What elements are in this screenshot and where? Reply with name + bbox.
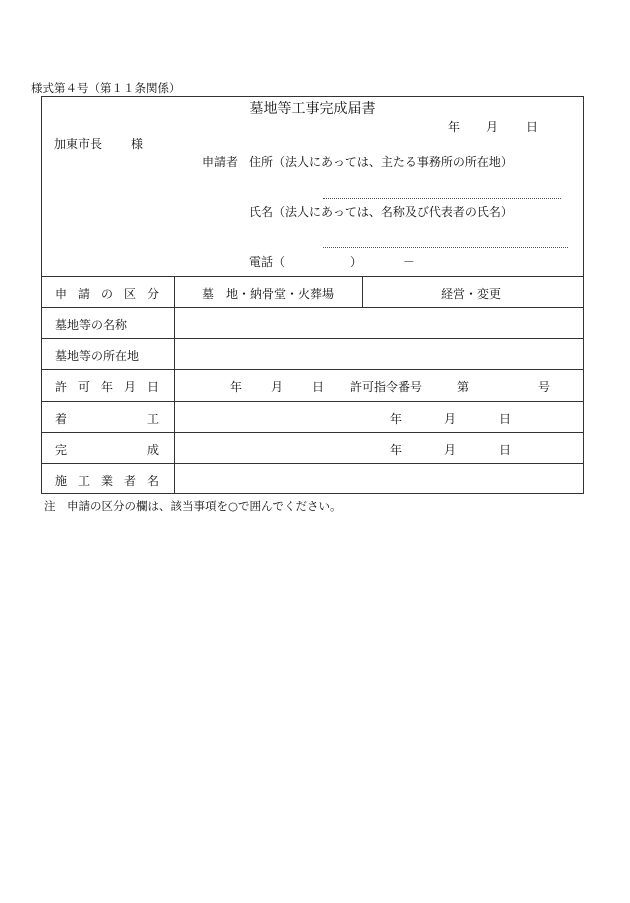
permit-number-prefix: 第	[457, 380, 470, 394]
phone-close-paren: ）	[350, 255, 363, 269]
category-option-type[interactable]: 経営・変更	[441, 287, 502, 301]
divider	[42, 432, 583, 433]
start-year: 年	[390, 412, 403, 426]
form-reference: 様式第４号（第１１条関係）	[31, 81, 181, 95]
footnote: 注 申請の区分の欄は、該当事項を○で囲んでください。	[44, 499, 342, 513]
completion-day: 日	[499, 443, 512, 457]
divider	[42, 369, 583, 370]
contractor-name-label: 施 工 業 者 名	[55, 474, 159, 488]
phone-label: 電話（	[249, 255, 286, 269]
divider	[42, 276, 583, 277]
honorific: 様	[131, 137, 144, 151]
applicant-label: 申請者	[202, 155, 239, 169]
name-label: 氏名（法人にあっては、名称及び代表者の氏名）	[249, 205, 513, 219]
address-label: 住所（法人にあっては、主たる事務所の所在地）	[249, 155, 513, 169]
start-month: 月	[444, 412, 457, 426]
address-input-line[interactable]	[323, 198, 561, 199]
permit-year: 年	[230, 380, 243, 394]
divider	[42, 401, 583, 402]
completion-notice-form	[41, 96, 584, 494]
construction-start-label: 着 工	[55, 412, 159, 426]
category-label: 申 請 の 区 分	[55, 287, 159, 301]
facility-location-field[interactable]	[175, 339, 583, 369]
permit-date-label: 許 可 年 月 日	[55, 380, 159, 394]
completion-label: 完 成	[55, 443, 159, 457]
date-day: 日	[526, 120, 539, 134]
category-option-facility[interactable]: 墓 地・納骨堂・火葬場	[202, 287, 335, 301]
permit-day: 日	[312, 380, 325, 394]
name-input-line[interactable]	[323, 247, 568, 248]
permit-number-label: 許可指令番号	[350, 380, 423, 394]
completion-year: 年	[390, 443, 403, 457]
permit-month: 月	[271, 380, 284, 394]
permit-number-suffix: 号	[538, 380, 551, 394]
phone-dash: －	[403, 255, 416, 269]
facility-name-label: 墓地等の名称	[55, 318, 128, 332]
contractor-name-field[interactable]	[175, 464, 583, 493]
date-month: 月	[486, 120, 499, 134]
facility-name-field[interactable]	[175, 308, 583, 338]
form-title: 墓地等工事完成届書	[249, 101, 376, 117]
addressee: 加東市長	[54, 137, 103, 151]
date-year: 年	[448, 120, 461, 134]
category-option-divider	[362, 276, 363, 307]
start-day: 日	[499, 412, 512, 426]
facility-location-label: 墓地等の所在地	[55, 349, 140, 363]
completion-month: 月	[444, 443, 457, 457]
